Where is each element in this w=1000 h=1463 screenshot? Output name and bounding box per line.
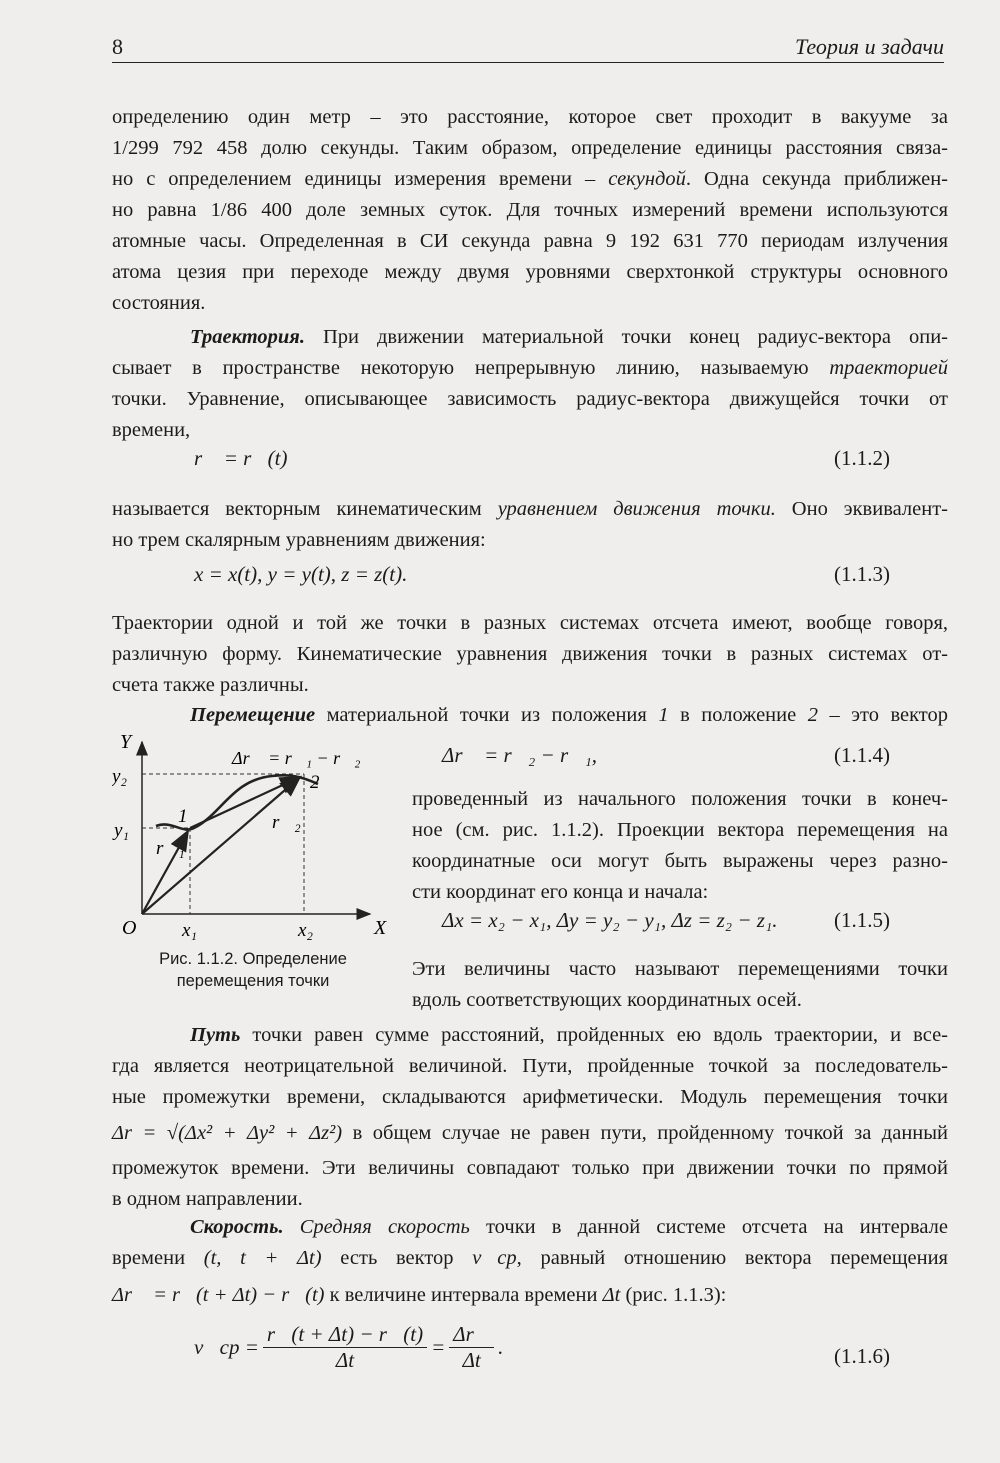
y1-label: y₁ xyxy=(114,820,130,841)
page-number: 8 xyxy=(112,34,123,59)
paragraph-velocity: Скорость. Средняя скорость точки в данной системе отсчета на интервале времени (t, t + Δt) есть вектор v⃗ср, равный отношению вектора перемещения Δr⃗ = r⃗(t + Δt) − r⃗(t) к величине интервала времени Δt (рис. 1.1.3): xyxy=(112,1216,949,1306)
equation-1-1-5: Δx = x₂ − x₁, Δy = y₂ − y₁, Δz = z₂ − z₁. xyxy=(442,908,778,932)
paragraph-displacement: Перемещение материальной точки из положения 1 в положение 2 – это вектор xyxy=(190,704,948,726)
r1-label: r⃗₁ xyxy=(156,838,185,859)
paragraph-trajectory: Траектория. При движении материальной точки конец радиус-вектора опи- сывает в пространстве некоторую непрерывную линию, называемую траекторией точки. Уравнение, описывающее зависимость радиус-вектора движущейся точки от времени, xyxy=(112,326,948,441)
displacement-modulus-formula: Δr = √(Δx² + Δy² + Δz²) xyxy=(112,1122,343,1144)
equation-1-1-4: Δr⃗ = r⃗₂ − r⃗₁, xyxy=(442,743,598,767)
equation-1-1-2: r⃗ = r⃗(t) xyxy=(194,446,288,470)
term-velocity: Скорость. xyxy=(190,1216,284,1238)
paragraph-equation-motion: называется векторным кинематическим уравнением движения точки. Оно эквивалент- но трем скалярным уравнениям движения: xyxy=(112,498,948,551)
point-2-label: 2 xyxy=(310,772,320,793)
figure-displacement xyxy=(112,728,402,948)
x2-label: x₂ xyxy=(298,920,314,941)
equation-1-1-6: v⃗ср = $\frac{r⃗(t + \Delta t) - r⃗(t)}{\Delta t}$ = $\frac{\Delta r⃗}{\Delta t}$ . xyxy=(194,1322,504,1372)
point-1-label: 1 xyxy=(178,806,188,827)
figure-caption: Рис. 1.1.2. Определение перемещения точки xyxy=(159,950,347,990)
equation-number: (1.1.3) xyxy=(834,562,890,586)
delta-r-label: Δr⃗ = r⃗₁ − r⃗₂ xyxy=(232,748,361,768)
paragraph-projection: проведенный из начального положения точки в конеч- ное (см. рис. 1.1.2). Проекции вектора перемещения на координатные оси могут быть выражены через разно- сти координат его конца и начала: xyxy=(412,788,948,903)
term-trajectory: Траектория. xyxy=(190,326,305,348)
equation-number: (1.1.5) xyxy=(834,908,890,932)
running-title: Теория и задачи xyxy=(794,34,944,59)
axis-y-label: Y xyxy=(120,731,132,753)
equation-1-1-3: x = x(t), y = y(t), z = z(t). xyxy=(194,562,408,586)
x1-label: x₁ xyxy=(182,920,198,941)
origin-label: O xyxy=(122,917,137,939)
paragraph-path: Путь точки равен сумме расстояний, пройденных ею вдоль траектории, и все- гда является неотрицательной величиной. Пути, пройденные точкой за последователь- ные промежутки времени, складываются арифметически. Модуль перемещения точки Δr = √(Δx² + Δy² + Δz²) в общем случае не равен пути, пройденному точкой за данный промежуток времени. Эти величины совпадают только при движении точки по прямой в одном направлении. xyxy=(112,1024,949,1210)
paragraph-trajectories: Траектории одной и той же точки в разных системах отсчета имеют, вообще говоря, различную форму. Кинематические уравнения движения точки в разных системах от- счета также различны. xyxy=(112,612,948,696)
equation-number: (1.1.2) xyxy=(834,446,890,470)
page-header xyxy=(112,32,944,63)
term-path: Путь xyxy=(190,1024,241,1046)
equation-number: (1.1.6) xyxy=(834,1344,890,1368)
axis-x-label: X xyxy=(374,917,387,939)
term-displacement: Перемещение xyxy=(190,704,316,726)
paragraph-projection-note: Эти величины часто называют перемещениями точки вдоль соответствующих координатных осей. xyxy=(412,958,948,1011)
y2-label: y₂ xyxy=(112,766,128,787)
equation-number: (1.1.4) xyxy=(834,743,890,767)
r2-label: r⃗₂ xyxy=(272,812,301,833)
paragraph-second-definition: определению один метр – это расстояние, которое свет проходит в вакууме за 1/299 792 458 долю секунды. Таким образом, определение единицы расстояния связа- но с определением единицы измерения времени – секундой. Одна секунда приближен- но равна 1/86 400 доле земных суток. Для точных измерений времени используются атомные часы. Определенная в СИ секунда равна 9 192 631 770 периодам излучения атома цезия при переходе между двумя уровнями сверхтонкой структуры основного состояния. xyxy=(112,106,948,314)
